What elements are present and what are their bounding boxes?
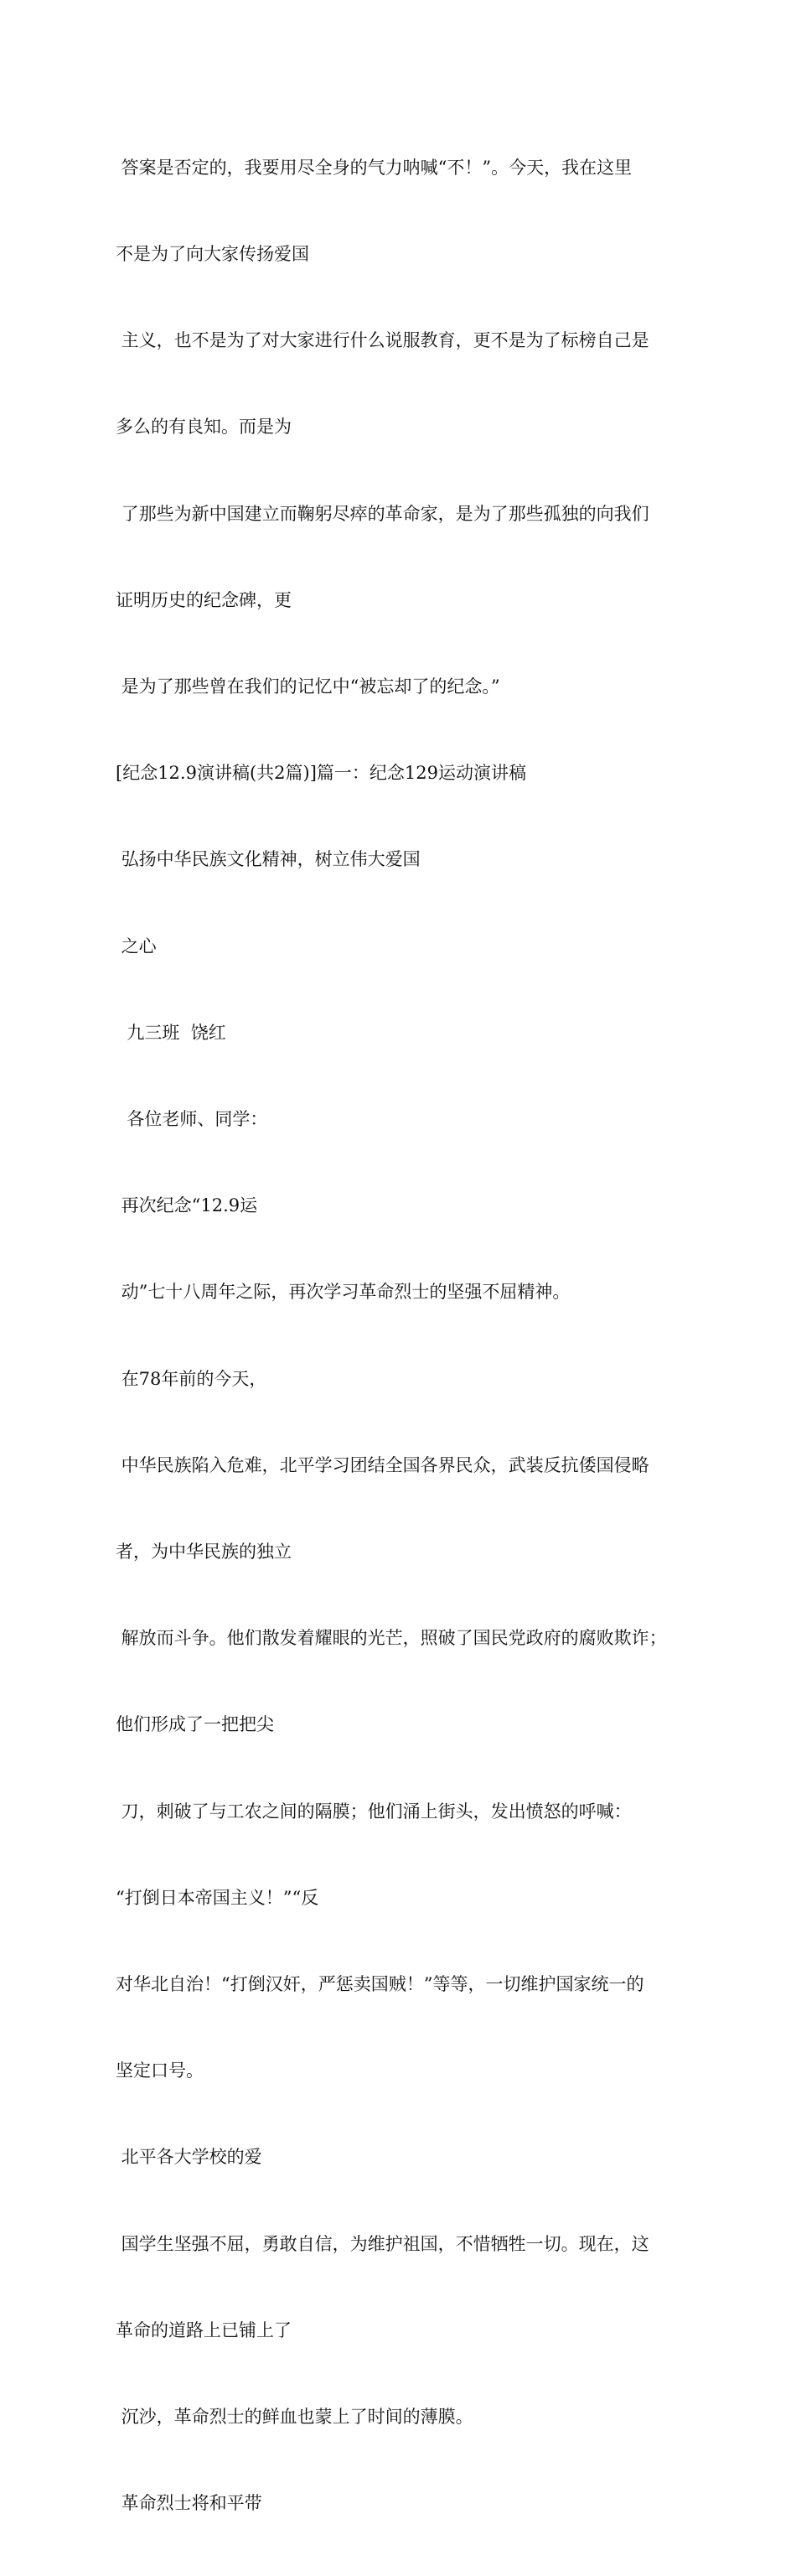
text-line: 沉沙，革命烈士的鲜血也蒙上了时间的薄膜。	[116, 2407, 473, 2428]
text-line: 者，为中华民族的独立	[116, 1542, 292, 1563]
text-line: 答案是否定的，我要用尽全身的气力呐喊“不！”。今天，我在这里	[116, 157, 633, 178]
text-line: 证明历史的纪念碑，更	[116, 589, 292, 610]
text-line: 多么的有良知。而是为	[116, 417, 292, 438]
text-line: 革命的道路上已铺上了	[116, 2319, 292, 2340]
text-line: “打倒日本帝国主义！”“反	[116, 1887, 319, 1908]
author-line: 九三班 饶红	[116, 1022, 226, 1043]
text-line: 坚定口号。	[116, 2060, 204, 2081]
text-line: 主义，也不是为了对大家进行什么说服教育，更不是为了标榜自己是	[116, 330, 649, 351]
text-line: 在78年前的今天，	[116, 1368, 267, 1389]
text-line: 不是为了向大家传扬爱国	[116, 244, 309, 265]
text-line: 解放而斗争。他们散发着耀眼的光芒，照破了国民党政府的腐败欺诈；	[116, 1628, 667, 1649]
text-line: 之心	[116, 936, 157, 956]
text-line: 了那些为新中国建立而鞠躬尽瘁的革命家，是为了那些孤独的向我们	[116, 503, 649, 524]
text-line: 再次纪念“12.9运	[116, 1195, 258, 1216]
text-line: 他们形成了一把把尖	[116, 1714, 274, 1735]
text-line: 动”七十八周年之际，再次学习革命烈士的坚强不屈精神。	[116, 1282, 571, 1303]
text-line: 是为了那些曾在我们的记忆中“被忘却了的纪念。”	[116, 676, 500, 697]
text-line: 国学生坚强不屈，勇敢自信，为维护祖国，不惜牺牲一切。现在，这	[116, 2233, 649, 2254]
text-line: 中华民族陷入危难，北平学习团结全国各界民众，武装反抗倭国侵略	[116, 1454, 649, 1475]
text-line: 弘扬中华民族文化精神，树立伟大爱国	[116, 849, 421, 870]
text-line: 刀，刺破了与工农之间的隔膜；他们涌上街头，发出愤怒的呼喊：	[116, 1801, 632, 1822]
text-line: 革命烈士将和平带	[116, 2493, 262, 2514]
text-line: 对华北自治！“打倒汉奸，严惩卖国贼！”等等，一切维护国家统一的	[116, 1974, 644, 1995]
salutation-line: 各位老师、同学：	[116, 1109, 268, 1130]
text-line: 北平各大学校的爱	[116, 2147, 262, 2168]
document-heading: [纪念12.9演讲稿(共2篇)]篇一：纪念129运动演讲稿	[116, 763, 526, 784]
document-text	[116, 96, 694, 2576]
